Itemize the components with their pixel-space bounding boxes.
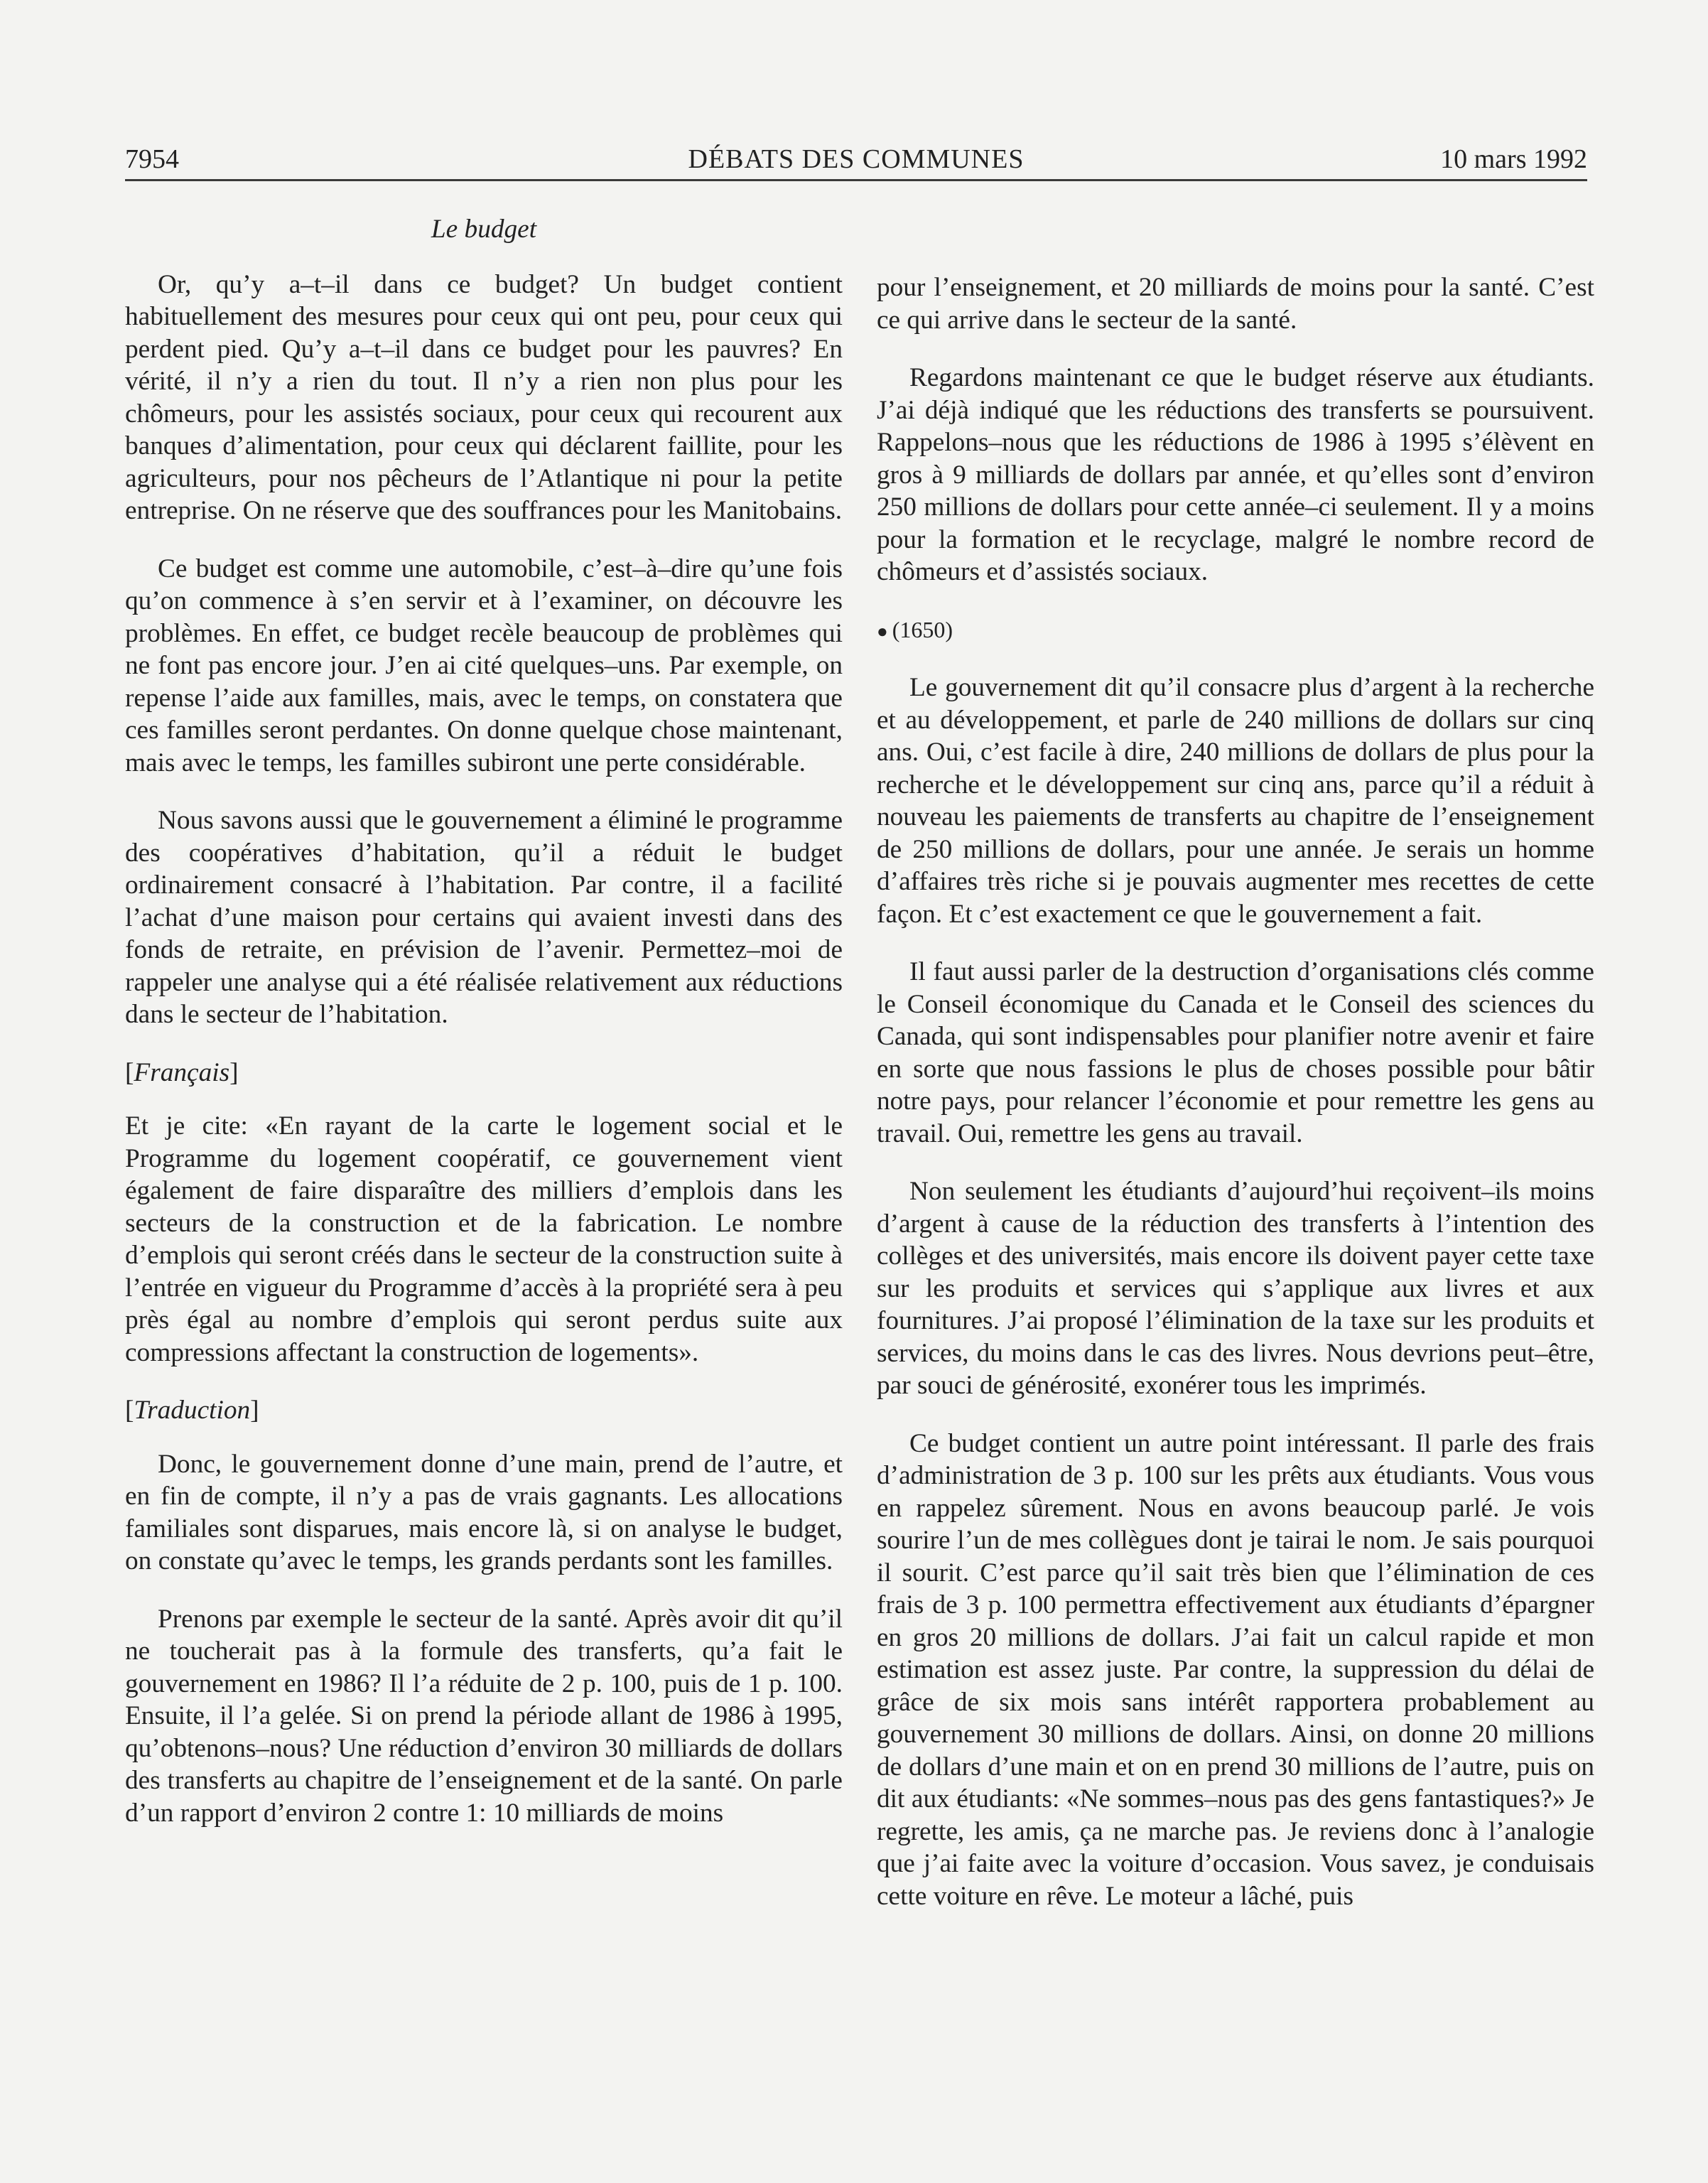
paragraph: Regardons maintenant ce que le budget réserve aux étudiants. J’ai déjà indiqué que les réductions des transferts se poursuivent. Rappelons–nous que les réductions de 1986 à 1995 s’élèvent en gros à 9 milliards de dollars par année, et qu’elles sont d’environ 250 millions de dollars pour cette année–ci seulement. Il y a moins pour la formation et le recyclage, malgré le nombre record de chômeurs et d’assistés sociaux. [877,363,1594,586]
language-label: Traduction [134,1396,251,1425]
paragraph: Nous savons aussi que le gouvernement a éliminé le programme des coopératives d’habitation, qu’il a réduit le budget ordinairement consacré à l’habitation. Par contre, il a facilité l’achat d’une maison pour certains qui avaient investi dans des fonds de retraite, en prévision de l’avenir. Permettez–moi de rappeler une analyse qui a été réalisée relativement aux réductions dans le secteur de l’habitation. [125,806,843,1029]
paragraph: Or, qu’y a–t–il dans ce budget? Un budget contient habituellement des mesures pour ceux qui ont peu, pour ceux qui perdent pied. Qu’y a–t–il dans ce budget pour les pauvres? En vérité, il n’y a rien du tout. Il n’y a rien non plus pour les chômeurs, pour les assistés sociaux, pour ceux qui recourent aux banques d’alimentation, pour ceux qui déclarent faillite, pour les agriculteurs, pour nos pêcheurs de l’Atlantique ni pour la petite entreprise. On ne réserve que des souffrances pour les Manitobains. [125,269,843,525]
paragraph: Il faut aussi parler de la destruction d’organisations clés comme le Conseil économique du Canada et le Conseil des sciences du Canada, qui sont indispensables pour planifier notre avenir et faire en sorte que nous fassions le plus de choses possible pour bâtir notre pays, pour relancer l’économie et pour remettre les gens au travail. Oui, remettre les gens au travail. [877,957,1594,1148]
language-label: Français [134,1057,230,1087]
paragraph: Et je cite: «En rayant de la carte le logement social et le Programme du logement coopératif, ce gouvernement vient également de faire disparaître des milliers d’emplois dans les secteurs de la construction et de la fabrication. Le nombre d’emplois qui seront créés dans le secteur de la construction suite à l’entrée en vigueur du Programme d’accès à la propriété sera à peu près égal au nombre d’emplois qui seront perdus suite aux compressions affectant la construction de logements». [125,1111,843,1367]
timestamp-label: (1650) [892,616,953,642]
paragraph: pour l’enseignement, et 20 milliards de moins pour la santé. C’est ce qui arrive dans le secteur de la santé. [877,273,1594,335]
paragraph: Ce budget contient un autre point intéressant. Il parle des frais d’administration de 3 p. 100 sur les prêts aux étudiants. Vous vous en rappelez sûrement. Nous en avons beaucoup parlé. Je vois sourire l’un de mes collègues dont je tairai le nom. Je sais pourquoi il sourit. C’est parce qu’il sait très bien que l’élimination de ces frais de 3 p. 100 permettra effectivement aux étudiants d’épargner en gros 20 millions de dollars. J’ai fait un calcul rapide et mon estimation est assez juste. Par contre, la suppression du délai de grâce de six mois sans intérêt rapportera probablement au gouvernement 30 millions de dollars. Ainsi, on donne 20 millions de dollars d’une main et on en prend 30 millions de l’autre, puis on dit aux étudiants: «Ne sommes–nous pas des gens fantastiques?» Je regrette, les amis, ça ne marche pas. Je reviens donc à l’analogie que j’ai faite avec la voiture d’occasion. Vous savez, je conduisais cette voiture en rêve. Le moteur a lâché, puis [877,1428,1594,1911]
left-column [125,213,843,1855]
paragraph: Donc, le gouvernement donne d’une main, prend de l’autre, et en fin de compte, il n’y a pas de vrais gagnants. Les allocations familiales sont disparues, mais encore là, si on analyse le budget, on constate qu’avec le temps, les grands perdants sont les familles. [125,1449,843,1575]
bullet-icon: ● [877,620,888,642]
timestamp [877,614,1594,648]
paragraph: Non seulement les étudiants d’aujourd’hui reçoivent–ils moins d’argent à cause de la réduction des transferts à l’intention des collèges et des universités, mais encore ils doivent payer cette taxe sur les produits et services qui s’applique aux livres et aux fournitures. J’ai proposé l’élimination de la taxe sur les produits et services, du moins dans le cas des livres. Nous devrions peut–être, par souci de générosité, exonérer tous les imprimés. [877,1177,1594,1400]
section-title: Le budget [431,215,537,244]
paragraph: Le gouvernement dit qu’il consacre plus d’argent à la recherche et au développement, et parle de 240 millions de dollars sur cinq ans. Oui, c’est facile à dire, 240 millions de dollars de plus pour la recherche et le développement sur cinq ans, parce qu’il a réduit à nouveau les paiements de transferts au chapitre de l’enseignement de 250 millions de dollars, pour une année. Je serais un homme d’affaires très riche si je pouvais augmenter mes recettes de cette façon. Et c’est exactement ce que le gouvernement a fait. [877,673,1594,929]
publication-title: DÉBATS DES COMMUNES [688,144,1025,174]
language-marker: [Français] [125,1057,239,1087]
language-marker: [Traduction] [125,1396,259,1425]
page-header [125,139,1587,181]
paragraph: Prenons par exemple le secteur de la santé. Après avoir dit qu’il ne toucherait pas à la formule des transferts, qu’a fait le gouvernement en 1986? Il l’a réduite de 2 p. 100, puis de 1 p. 100. Ensuite, il l’a gelée. Si on prend la période allant de 1986 à 1995, qu’obtenons–nous? Une réduction d’environ 30 milliards de dollars des transferts au chapitre de l’enseignement et de la santé. On parle d’un rapport d’environ 2 contre 1: 10 milliards de moins [125,1604,843,1828]
page-number: 7954 [125,144,179,174]
publication-date: 10 mars 1992 [1440,144,1587,174]
paragraph: Ce budget est comme une automobile, c’est–à–dire qu’une fois qu’on commence à s’en servir et à l’examiner, on découvre les problèmes. En effet, ce budget recèle beaucoup de problèmes qui ne font pas encore jour. J’en ai cité quelques–uns. Par exemple, on repense l’aide aux familles, mais, avec le temps, on constatera que ces familles seront perdantes. On donne quelque chose maintenant, mais avec le temps, les familles subiront une perte considérable. [125,554,843,777]
right-column [877,271,1594,1938]
